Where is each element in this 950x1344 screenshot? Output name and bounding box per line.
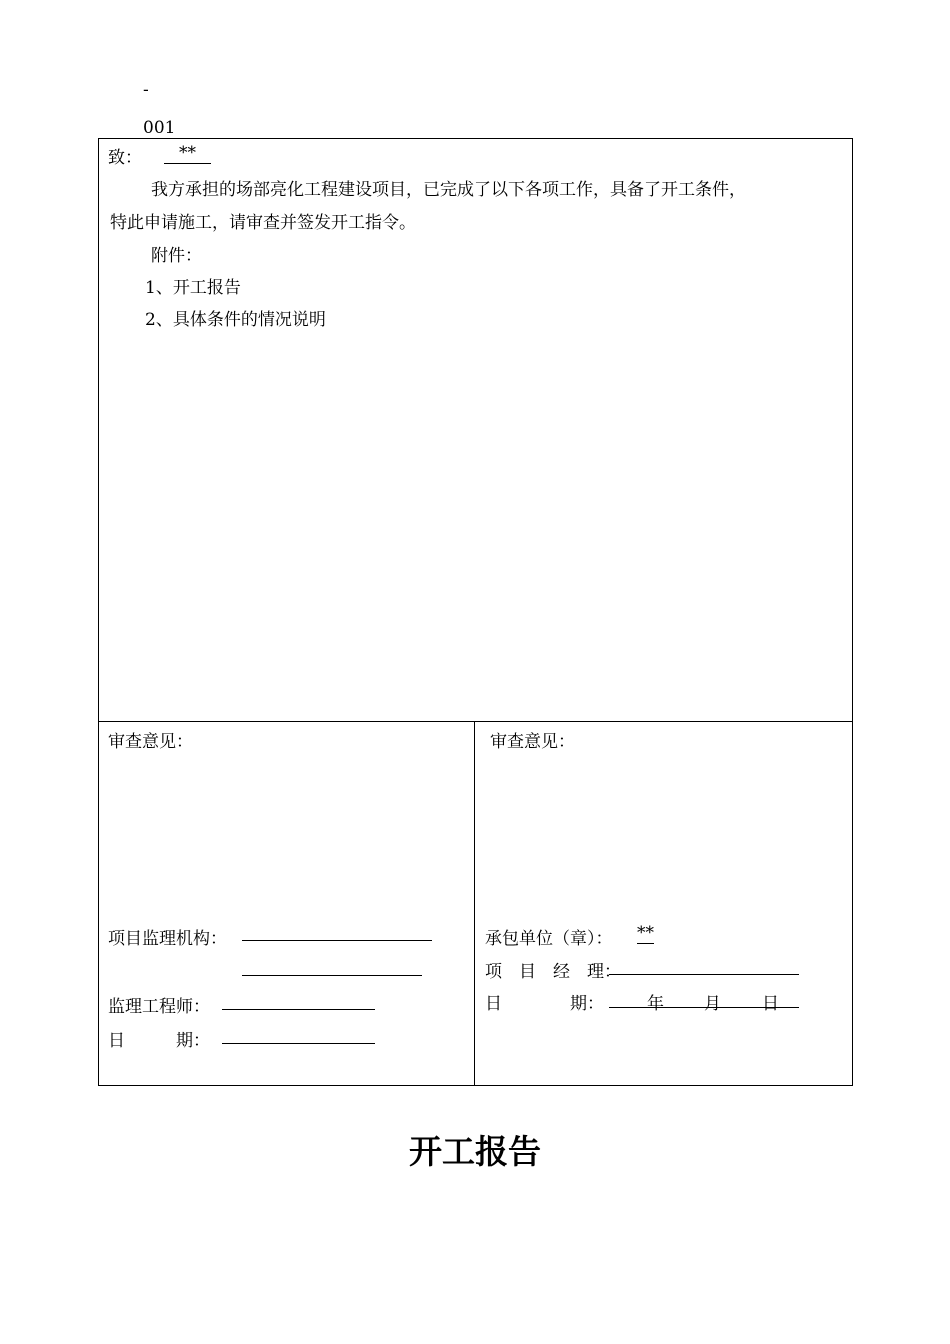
doc-number: 001 [143, 118, 176, 138]
to-label: 致： [108, 148, 142, 168]
manager-label: 项 目 经 理： [485, 962, 621, 982]
attachment-item: 2、具体条件的情况说明 [145, 310, 326, 330]
attachment-item: 1、开工报告 [145, 278, 241, 298]
day-label: 日 [762, 994, 779, 1014]
to-value: ** [164, 143, 211, 164]
supervision-org-field[interactable] [242, 940, 432, 941]
contractor-value: ** [637, 923, 654, 943]
engineer-label: 监理工程师： [108, 997, 210, 1017]
year-label: 年 [647, 994, 664, 1014]
review-title-left: 审查意见： [108, 732, 193, 752]
engineer-field[interactable] [222, 1009, 375, 1010]
contractor-label: 承包单位（章）： [485, 929, 613, 949]
to-field [164, 143, 211, 164]
date-label-left: 日 期： [108, 1031, 210, 1051]
form-divider-horizontal [98, 721, 853, 722]
attachments-label: 附件： [151, 246, 202, 266]
header-dash: - [143, 80, 149, 100]
supervision-org-field-2[interactable] [242, 975, 422, 976]
month-label: 月 [704, 994, 721, 1014]
report-title: 开工报告 [409, 1132, 541, 1171]
body-line-1: 我方承担的场部亮化工程建设项目，已完成了以下各项工作，具备了开工条件， [151, 180, 746, 200]
review-title-right: 审查意见： [490, 732, 575, 752]
manager-field[interactable] [609, 974, 799, 975]
body-line-2: 特此申请施工，请审查并签发开工指令。 [110, 213, 416, 233]
supervision-org-label: 项目监理机构： [108, 929, 227, 949]
date-field-left[interactable] [222, 1043, 375, 1044]
form-divider-vertical [474, 721, 475, 1085]
date-label-right: 日 期： [485, 994, 604, 1014]
